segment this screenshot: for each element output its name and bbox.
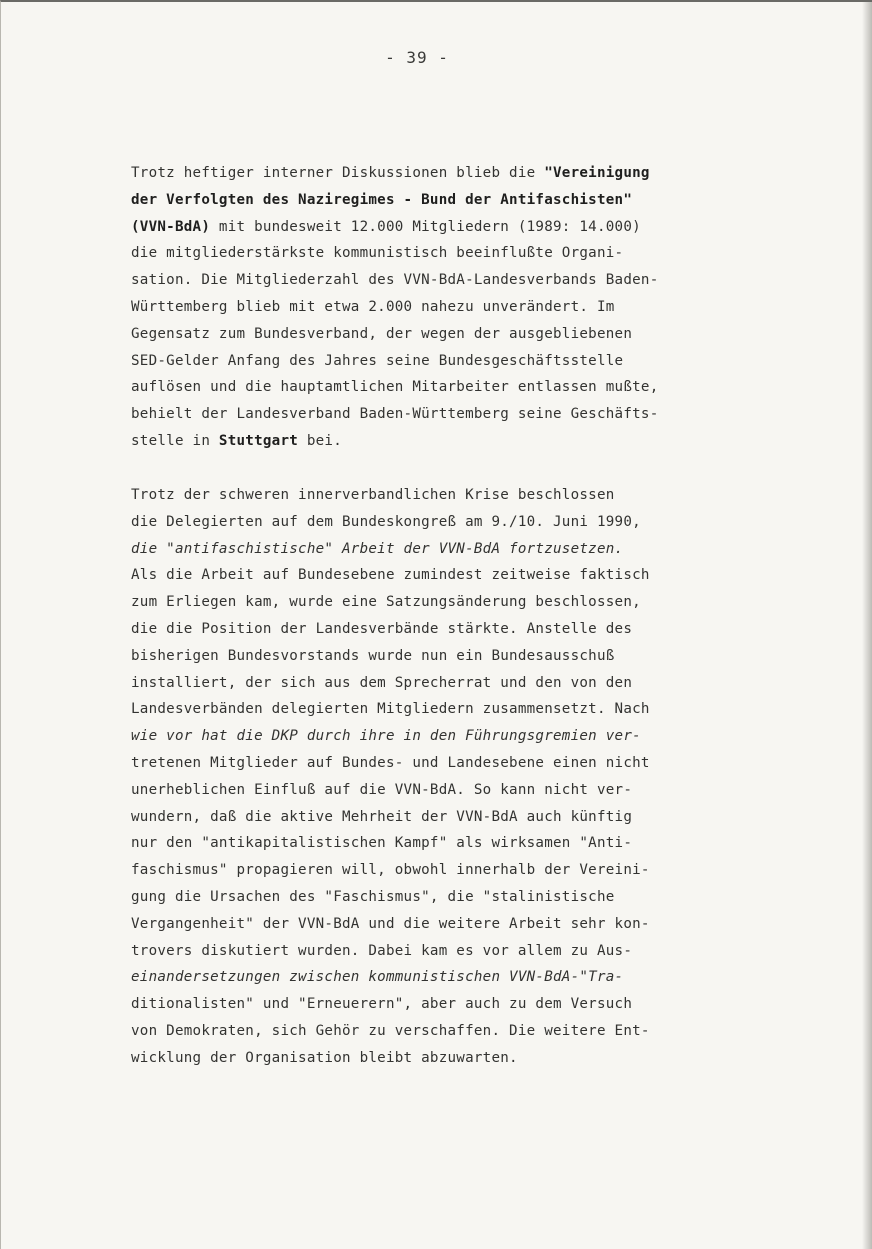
text-line: [131, 830, 771, 857]
text-run: wundern, daß die aktive Mehrheit der VVN-BdA auch künftig: [131, 808, 633, 825]
text-line: [131, 187, 771, 214]
text-run: von Demokraten, sich Gehör zu verschaffen. Die weitere Ent-: [131, 1022, 650, 1039]
text-run: die "antifaschistische" Arbeit der VVN-BdA fortzusetzen.: [131, 540, 624, 557]
text-line: [131, 428, 771, 455]
text-run: behielt der Landesverband Baden-Württemberg seine Geschäfts-: [131, 406, 659, 423]
text-line: [131, 1045, 771, 1072]
text-line: [131, 670, 771, 697]
paragraph-1: [131, 160, 771, 455]
text-run: Trotz heftiger interner Diskussionen blieb die: [131, 165, 545, 181]
text-line: [131, 696, 771, 723]
text-run: bei.: [298, 432, 343, 449]
text-line: [131, 321, 771, 348]
text-run: installiert, der sich aus dem Sprecherrat und den von den: [131, 674, 633, 691]
text-run: Württemberg blieb mit etwa 2.000 nahezu unverändert. Im: [131, 298, 615, 315]
text-line: [131, 1018, 771, 1045]
text-line: [131, 911, 771, 938]
text-line: [131, 964, 771, 991]
text-run: wicklung der Organisation bleibt abzuwarten.: [131, 1049, 518, 1066]
text-line: [131, 482, 771, 509]
bold-text: der Verfolgten des Naziregimes - Bund der Antifaschisten": [131, 191, 633, 208]
text-run: bisherigen Bundesvorstands wurde nun ein Bundesausschuß: [131, 647, 615, 664]
text-run: stelle in: [131, 432, 219, 449]
text-run: sation. Die Mitgliederzahl des VVN-BdA-Landesverbands Baden-: [131, 272, 659, 289]
text-line: [131, 562, 771, 589]
text-run: zum Erliegen kam, wurde eine Satzungsänderung beschlossen,: [131, 594, 641, 611]
text-line: [131, 804, 771, 831]
text-line: [131, 616, 771, 643]
text-run: wie vor hat die DKP durch ihre in den Führungsgremien ver-: [131, 728, 641, 745]
text-line: [131, 750, 771, 777]
text-run: Landesverbänden delegierten Mitgliedern zusammensetzt. Nach: [131, 701, 650, 718]
text-line: [131, 723, 771, 750]
text-run: einandersetzungen zwischen kommunistischen VVN-BdA-"Tra-: [131, 969, 624, 986]
text-line: [131, 536, 771, 563]
text-run: die mitgliederstärkste kommunistisch beeinflußte Organi-: [131, 245, 624, 262]
text-line: [131, 374, 771, 401]
text-line: [131, 857, 771, 884]
bold-text: (VVN-BdA): [131, 218, 211, 235]
text-line: [131, 160, 771, 187]
text-run: die die Position der Landesverbände stärkte. Anstelle des: [131, 620, 633, 637]
text-run: unerheblichen Einfluß auf die VVN-BdA. So kann nicht ver-: [131, 781, 633, 798]
text-run: tretenen Mitglieder auf Bundes- und Landesebene einen nicht: [131, 754, 650, 771]
text-line: [131, 884, 771, 911]
text-line: [131, 240, 771, 267]
text-line: [131, 589, 771, 616]
text-line: [131, 509, 771, 536]
text-run: ditionalisten" und "Erneuerern", aber auch zu dem Versuch: [131, 996, 633, 1013]
text-run: trovers diskutiert wurden. Dabei kam es vor allem zu Aus-: [131, 942, 633, 959]
text-run: Vergangenheit" der VVN-BdA und die weitere Arbeit sehr kon-: [131, 915, 650, 932]
bold-text: "Vereinigung: [544, 165, 650, 181]
text-run: auflösen und die hauptamtlichen Mitarbeiter entlassen mußte,: [131, 379, 659, 396]
text-line: [131, 991, 771, 1018]
text-run: gung die Ursachen des "Faschismus", die "stalinistische: [131, 888, 615, 905]
text-line: [131, 348, 771, 375]
text-run: die Delegierten auf dem Bundeskongreß am 9./10. Juni 1990,: [131, 513, 641, 530]
paragraph-2: [131, 482, 771, 1072]
text-run: mit bundesweit 12.000 Mitgliedern (1989: 14.000): [210, 218, 641, 235]
text-line: [131, 267, 771, 294]
text-line: [131, 777, 771, 804]
text-line: [131, 401, 771, 428]
text-line: [131, 214, 771, 241]
page-number: - 39 -: [385, 48, 449, 67]
text-line: [131, 643, 771, 670]
text-run: Trotz der schweren innerverbandlichen Krise beschlossen: [131, 487, 615, 503]
text-run: nur den "antikapitalistischen Kampf" als wirksamen "Anti-: [131, 835, 633, 852]
text-run: SED-Gelder Anfang des Jahres seine Bundesgeschäftsstelle: [131, 352, 624, 369]
text-run: Gegensatz zum Bundesverband, der wegen der ausgebliebenen: [131, 325, 633, 342]
text-run: Als die Arbeit auf Bundesebene zumindest zeitweise faktisch: [131, 567, 650, 584]
text-run: faschismus" propagieren will, obwohl innerhalb der Vereini-: [131, 862, 650, 879]
bold-text: Stuttgart: [218, 432, 299, 449]
text-line: [131, 938, 771, 965]
text-line: [131, 294, 771, 321]
